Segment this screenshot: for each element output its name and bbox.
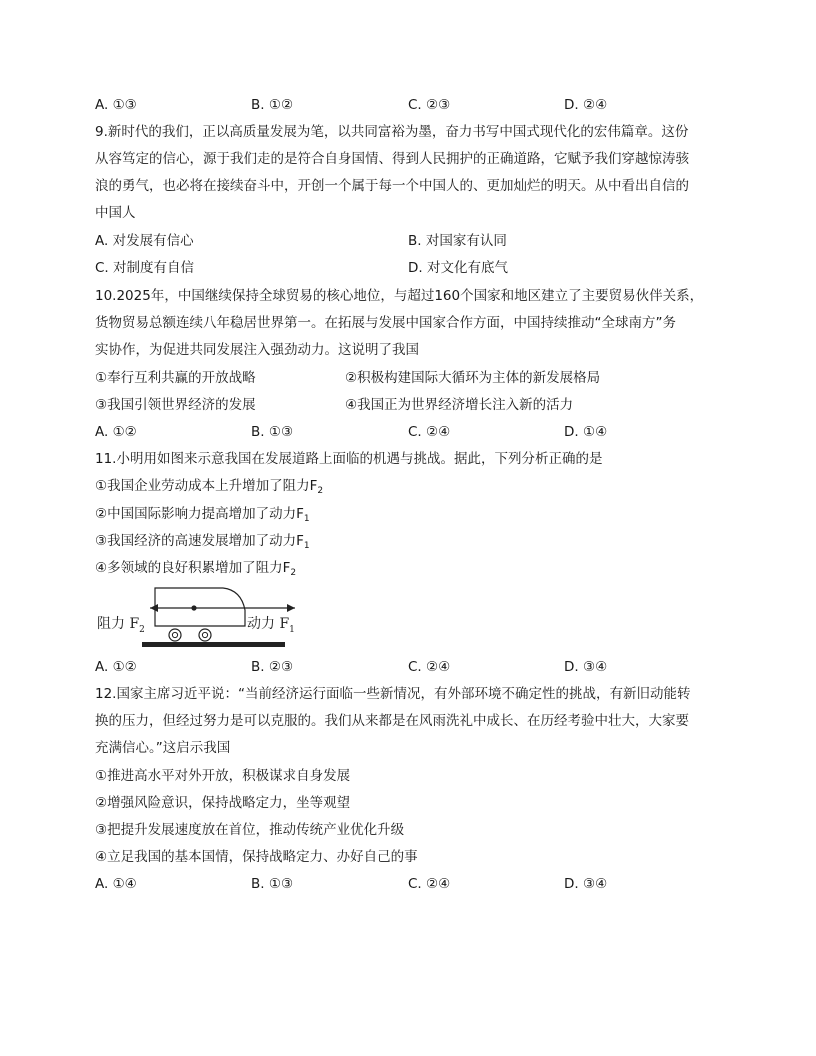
q8-option-c: C. ②③ <box>408 97 451 113</box>
q11-stem: 11.小明用如图来示意我国在发展道路上面临的机遇与挑战。据此，下列分析正确的是 <box>95 451 603 467</box>
q8-option-a: A. ①③ <box>95 97 137 113</box>
q9-stem-line-2: 从容笃定的信心，源于我们走的是符合自身国情、得到人民拥护的正确道路，它赋予我们穿越惊涛骇 <box>95 151 689 167</box>
ground-bar <box>142 642 285 647</box>
force-diagram <box>95 584 310 650</box>
q9-option-b: B. 对国家有认同 <box>408 233 507 249</box>
q10-statement-4: ④我国正为世界经济增长注入新的活力 <box>345 397 574 413</box>
q12-option-a: A. ①④ <box>95 876 137 892</box>
q11-statement-3: ③我国经济的高速发展增加了动力$F_1$ <box>95 533 310 551</box>
q12-stem-line-2: 换的压力，但经过努力是可以克服的。我们从来都是在风雨洗礼中成长、在历经考验中壮大，大家要 <box>95 713 689 729</box>
q10-stem-line-1: 10.2025年，中国继续保持全球贸易的核心地位，与超过160个国家和地区建立了主要贸易伙伴关系， <box>95 288 704 304</box>
q11-option-c: C. ②④ <box>408 659 451 675</box>
force-diagram-svg <box>95 584 310 650</box>
left-arrowhead <box>150 604 158 612</box>
q12-stem-line-3: 充满信心。”这启示我国 <box>95 740 231 756</box>
q10-statement-3: ③我国引领世界经济的发展 <box>95 397 256 413</box>
q11-option-b: B. ②③ <box>251 659 294 675</box>
q10-statement-1: ①奉行互利共赢的开放战略 <box>95 370 256 386</box>
q10-option-c: C. ②④ <box>408 424 451 440</box>
q12-option-b: B. ①③ <box>251 876 294 892</box>
q10-option-d: D. ①④ <box>564 424 608 440</box>
q9-stem-line-4: 中国人 <box>95 205 136 221</box>
resistance-label: 阻力 $F_2$ <box>97 616 145 635</box>
driving-force-label: 动力 $F_1$ <box>247 616 295 635</box>
q10-stem-line-2: 货物贸易总额连续八年稳居世界第一。在拓展与发展中国家合作方面，中国持续推动“全球南方”务 <box>95 315 676 331</box>
q10-option-a: A. ①② <box>95 424 137 440</box>
wheel-left <box>169 629 181 641</box>
q9-option-c: C. 对制度有自信 <box>95 260 195 276</box>
q12-statement-2: ②增强风险意识，保持战略定力，坐等观望 <box>95 795 351 811</box>
q11-option-d: D. ③④ <box>564 659 608 675</box>
q9-stem-line-3: 浪的勇气，也必将在接续奋斗中，开创一个属于每一个中国人的、更加灿烂的明天。从中看出自信的 <box>95 178 689 194</box>
cart-body <box>155 588 245 626</box>
center-point <box>191 605 196 610</box>
wheel-right <box>199 629 211 641</box>
q11-statement-2: ②中国国际影响力提高增加了动力$F_1$ <box>95 506 310 524</box>
q11-option-a: A. ①② <box>95 659 137 675</box>
q10-option-b: B. ①③ <box>251 424 294 440</box>
q8-option-b: B. ①② <box>251 97 294 113</box>
q12-stem-line-1: 12.国家主席习近平说：“当前经济运行面临一些新情况，有外部环境不确定性的挑战，有新旧动能转 <box>95 686 691 702</box>
q8-option-d: D. ②④ <box>564 97 608 113</box>
q10-stem-line-3: 实协作，为促进共同发展注入强劲动力。这说明了我国 <box>95 342 419 358</box>
q12-statement-3: ③把提升发展速度放在首位，推动传统产业优化升级 <box>95 822 405 838</box>
q12-option-d: D. ③④ <box>564 876 608 892</box>
q11-statement-4: ④多领域的良好积累增加了阻力$F_2$ <box>95 560 297 578</box>
q12-statement-4: ④立足我国的基本国情，保持战略定力、办好自己的事 <box>95 849 418 865</box>
q10-statement-2: ②积极构建国际大循环为主体的新发展格局 <box>345 370 601 386</box>
q9-option-d: D. 对文化有底气 <box>408 260 508 276</box>
q12-option-c: C. ②④ <box>408 876 451 892</box>
q11-statement-1: ①我国企业劳动成本上升增加了阻力$F_2$ <box>95 478 324 496</box>
q9-option-a: A. 对发展有信心 <box>95 233 194 249</box>
q12-statement-1: ①推进高水平对外开放，积极谋求自身发展 <box>95 768 351 784</box>
q9-stem-line-1: 9.新时代的我们，正以高质量发展为笔，以共同富裕为墨，奋力书写中国式现代化的宏伟篇章。这份 <box>95 124 689 140</box>
right-arrowhead <box>287 604 295 612</box>
